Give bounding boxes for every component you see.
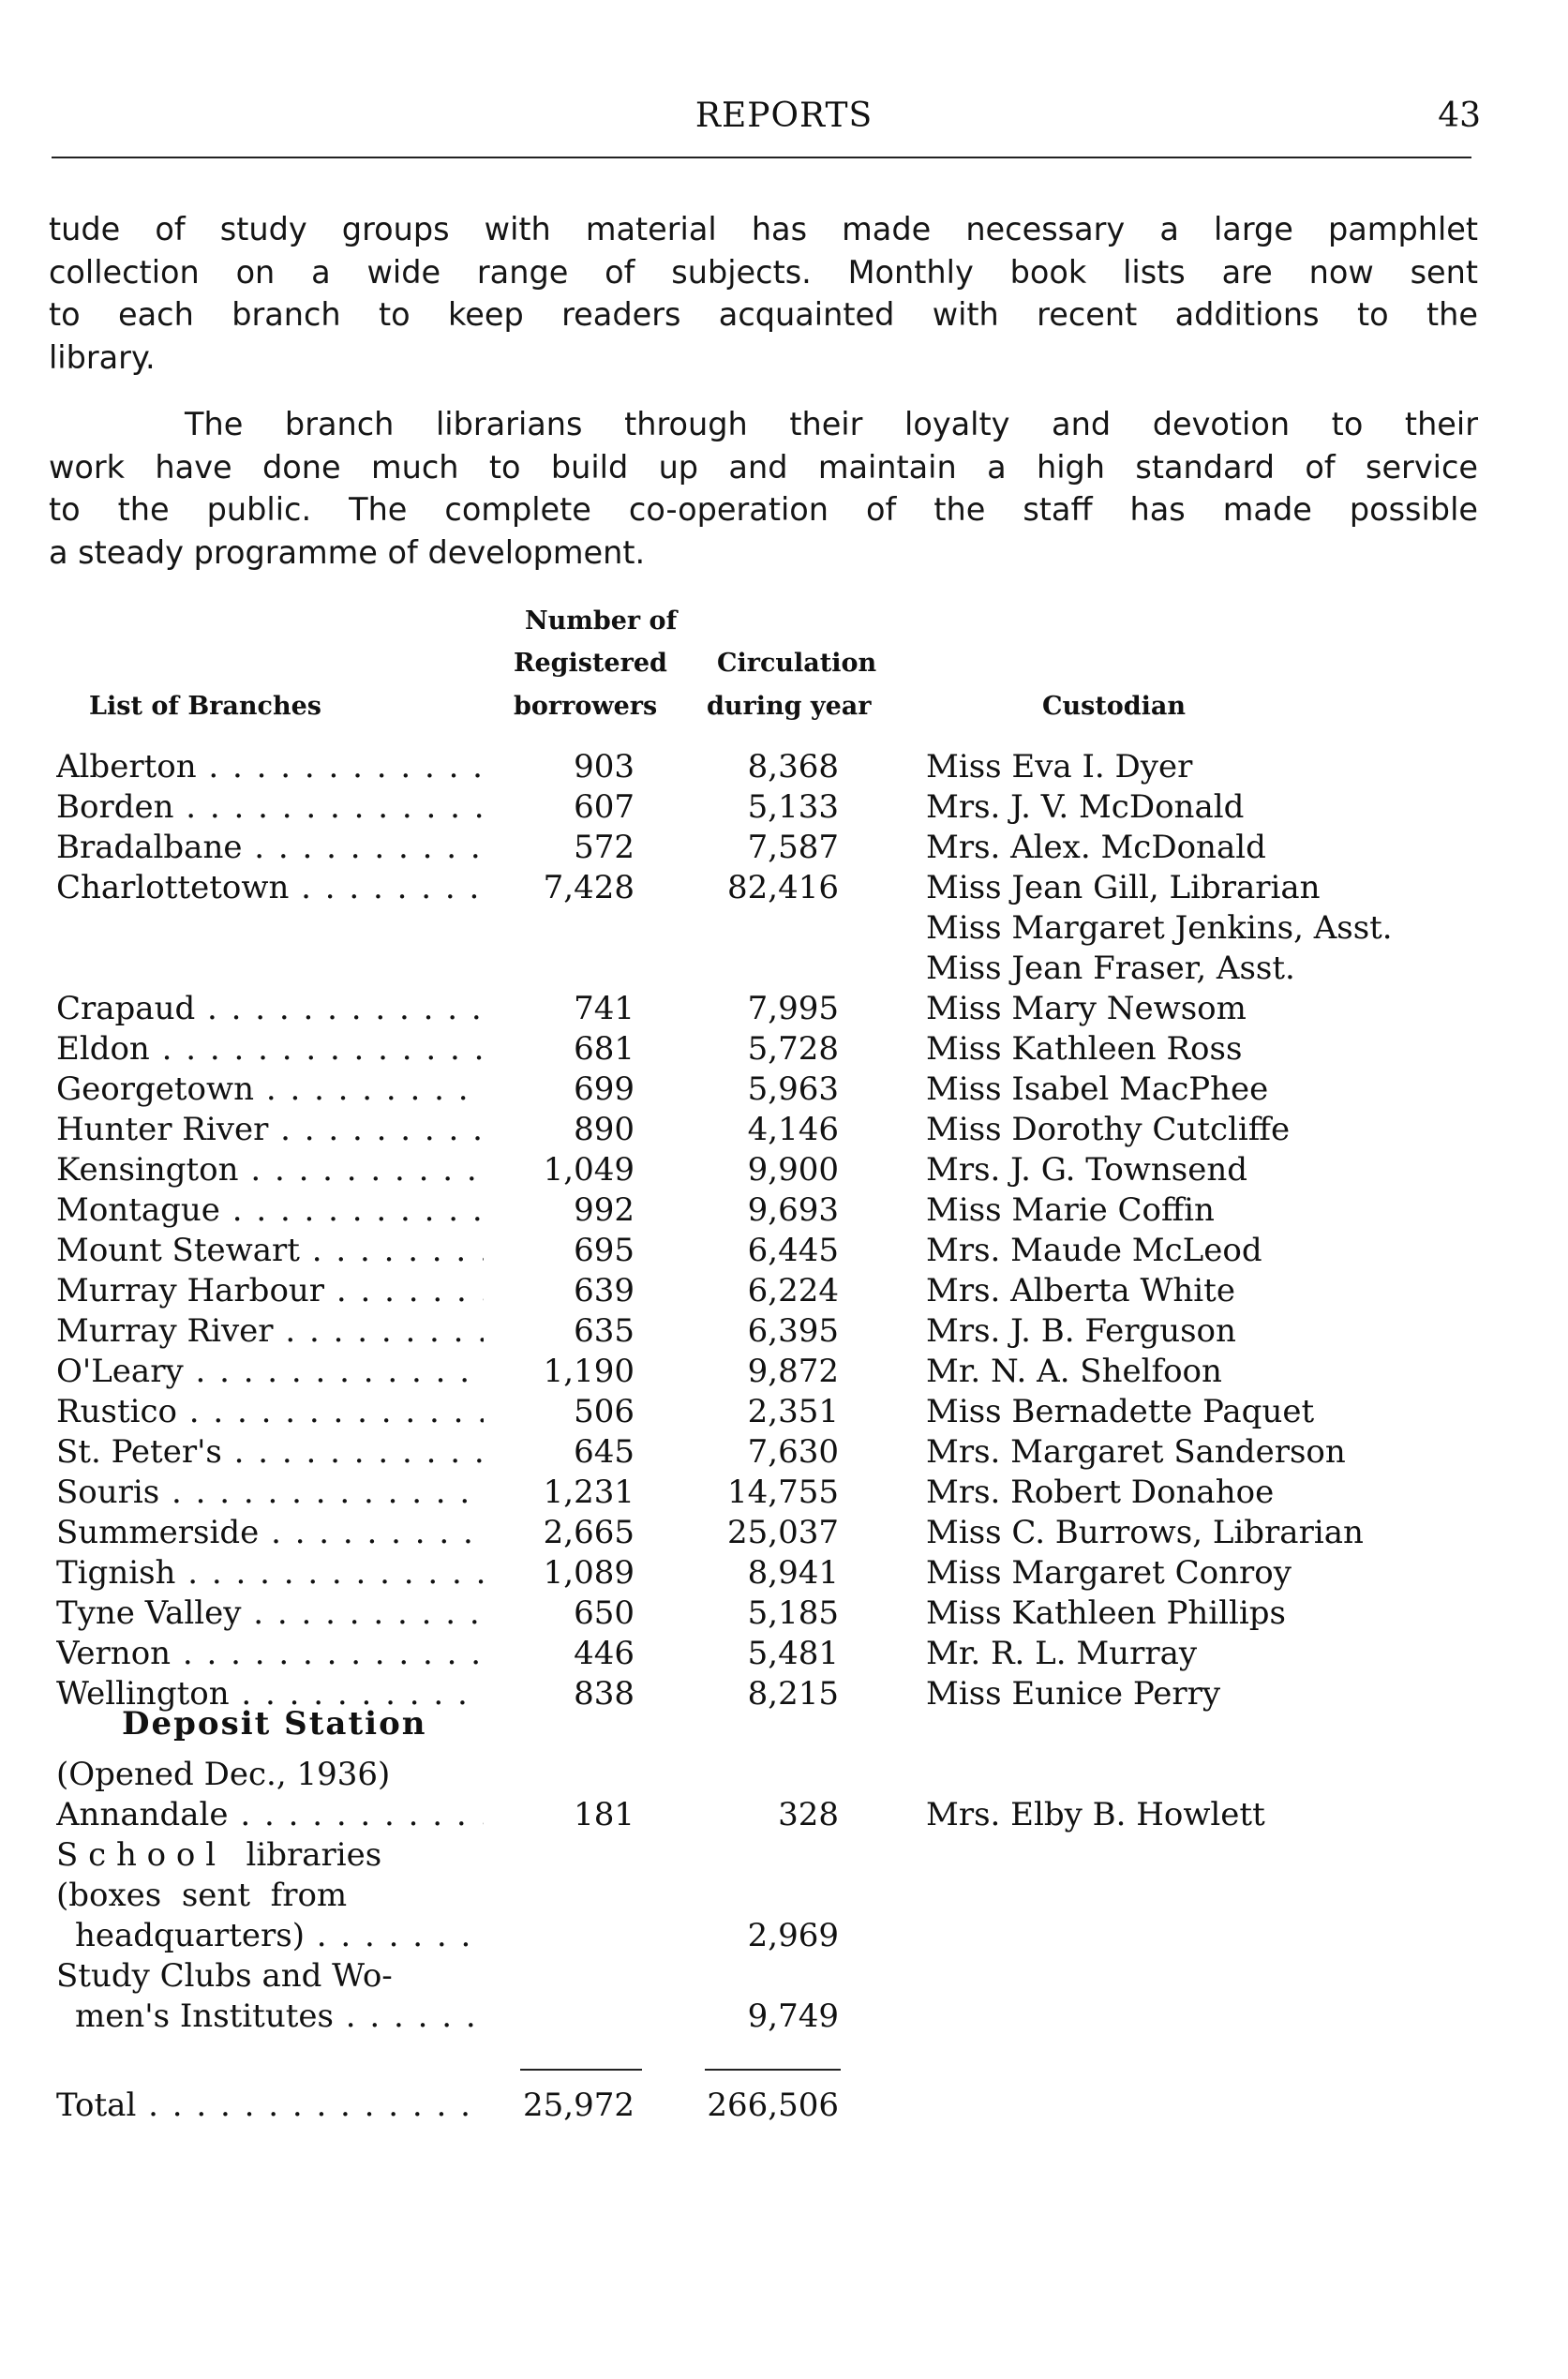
branch-name: Kensington . . .	[56, 1150, 484, 1190]
table-row	[0, 828, 1568, 868]
circulation-value: 8,941	[747, 1554, 839, 1592]
school-libraries-label: S c h o o l libraries	[56, 1836, 382, 1874]
borrowers-value: 181	[574, 1796, 635, 1833]
branch-name: Summerside . . .	[56, 1513, 484, 1553]
custodian-name: Miss Mary Newsom	[926, 990, 1247, 1027]
branch-name: Charlottetown . . .	[56, 868, 484, 908]
borrowers-value: 2,665	[543, 1514, 635, 1551]
borrowers-value: 446	[574, 1635, 635, 1672]
circulation-value: 328	[778, 1796, 839, 1833]
custodian-name: Miss Isabel MacPhee	[926, 1070, 1269, 1108]
header-borrowers-line2: Registered	[514, 649, 667, 678]
custodian-name: Miss Eva I. Dyer	[926, 748, 1193, 786]
circulation-value: 6,395	[747, 1312, 839, 1350]
custodian-name: Mr. N. A. Shelfoon	[926, 1353, 1222, 1390]
borrowers-value: 699	[574, 1070, 635, 1108]
table-row	[0, 1432, 1568, 1473]
paragraph-1	[49, 208, 1478, 379]
total-row	[0, 2086, 1568, 2126]
borrowers-value: 741	[574, 990, 635, 1027]
table-row	[0, 747, 1568, 787]
branch-name: Tyne Valley . . .	[56, 1593, 484, 1634]
table-row	[0, 908, 1568, 949]
total-label: Total . . .	[56, 2086, 484, 2126]
sum-rule-borrowers	[520, 2069, 642, 2071]
table-row	[0, 1231, 1568, 1271]
table-row	[0, 1473, 1568, 1513]
branch-name: Borden . . .	[56, 787, 484, 828]
circulation-value: 9,900	[747, 1151, 839, 1189]
borrowers-value: 639	[574, 1272, 635, 1309]
custodian-name: Mrs. Margaret Sanderson	[926, 1433, 1346, 1471]
text-line: to each branch to keep readers acquainted with recent additions to the	[49, 296, 1478, 333]
branch-name: St. Peter's . . .	[56, 1432, 484, 1473]
circulation-value: 6,224	[747, 1272, 839, 1309]
branch-name: Hunter River . . .	[56, 1110, 484, 1150]
borrowers-value: 992	[574, 1191, 635, 1229]
borrowers-value: 607	[574, 788, 635, 826]
custodian-name: Mrs. Elby B. Howlett	[926, 1796, 1265, 1833]
branch-name: Tignish . . .	[56, 1553, 484, 1593]
table-row	[0, 1271, 1568, 1311]
borrowers-value: 695	[574, 1232, 635, 1269]
header-custodian: Custodian	[1042, 692, 1187, 721]
table-row	[0, 1029, 1568, 1070]
branch-name: Eldon . . .	[56, 1029, 484, 1070]
branch-name: Souris . . .	[56, 1473, 484, 1513]
custodian-name: Mrs. J. V. McDonald	[926, 788, 1245, 826]
circulation-value: 5,481	[747, 1635, 839, 1672]
branch-name: Montague . . .	[56, 1190, 484, 1231]
custodian-name: Miss C. Burrows, Librarian	[926, 1514, 1364, 1551]
study-clubs-label: Study Clubs and Wo-	[56, 1957, 393, 1995]
table-row	[0, 1311, 1568, 1352]
borrowers-value: 838	[574, 1675, 635, 1713]
table-row	[0, 989, 1568, 1029]
study-clubs-label: men's Institutes . . .	[75, 1997, 484, 2037]
table-row	[0, 1835, 1568, 1876]
header-borrowers-line3: borrowers	[514, 692, 658, 721]
table-row	[0, 1956, 1568, 1997]
text-line: a steady programme of development.	[49, 533, 646, 571]
branch-name: Murray Harbour . . .	[56, 1271, 484, 1311]
deposit-station-heading: Deposit Station	[122, 1705, 427, 1743]
circulation-value: 9,693	[747, 1191, 839, 1229]
circulation-value: 25,037	[727, 1514, 839, 1551]
table-row	[0, 1916, 1568, 1956]
branch-name: Wellington . . .	[56, 1674, 484, 1714]
text-line: The branch librarians through their loyalty and devotion to their	[185, 406, 1478, 442]
circulation-value: 82,416	[727, 869, 839, 906]
branch-name: Murray River . . .	[56, 1311, 484, 1352]
header-circulation-line2: during year	[707, 692, 872, 721]
custodian-name: Mrs. J. B. Ferguson	[926, 1312, 1236, 1350]
circulation-value: 8,368	[747, 748, 839, 786]
borrowers-value: 1,190	[543, 1353, 635, 1390]
text-line: tude of study groups with material has made necessary a large pamphlet	[49, 211, 1478, 247]
borrowers-value: 572	[574, 829, 635, 866]
text-line: to the public. The complete co-operation of the staff has made possible	[49, 491, 1478, 528]
table-row	[0, 1190, 1568, 1231]
table-row	[0, 1634, 1568, 1674]
header-circulation-line1: Circulation	[717, 649, 877, 678]
paragraph-2	[49, 403, 1478, 574]
circulation-value: 4,146	[747, 1111, 839, 1148]
total-borrowers: 25,972	[523, 2087, 635, 2124]
custodian-name: Miss Eunice Perry	[926, 1675, 1221, 1713]
table-row	[0, 1392, 1568, 1432]
branch-name: Vernon . . .	[56, 1634, 484, 1674]
custodian-name: Mrs. Alex. McDonald	[926, 829, 1266, 866]
branch-name: Alberton . . .	[56, 747, 484, 787]
borrowers-value: 681	[574, 1030, 635, 1068]
header-branches: List of Branches	[89, 692, 321, 721]
table-row	[0, 1110, 1568, 1150]
table-row	[0, 1593, 1568, 1634]
circulation-value: 9,749	[747, 1997, 839, 2035]
circulation-value: 9,872	[747, 1353, 839, 1390]
borrowers-value: 635	[574, 1312, 635, 1350]
school-libraries-label: (boxes sent from	[56, 1877, 348, 1914]
custodian-name: Miss Margaret Jenkins, Asst.	[926, 909, 1393, 947]
custodian-name: Mrs. Alberta White	[926, 1272, 1235, 1309]
custodian-name: Miss Marie Coffin	[926, 1191, 1215, 1229]
table-row	[0, 1070, 1568, 1110]
circulation-value: 2,969	[747, 1917, 839, 1954]
borrowers-value: 890	[574, 1111, 635, 1148]
text-line: collection on a wide range of subjects. Monthly book lists are now sent	[49, 253, 1478, 291]
branch-name: Annandale . . .	[56, 1795, 484, 1835]
branch-name: Georgetown . . .	[56, 1070, 484, 1110]
total-circulation: 266,506	[707, 2087, 839, 2124]
custodian-name: Miss Margaret Conroy	[926, 1554, 1292, 1592]
circulation-value: 5,133	[747, 788, 839, 826]
custodian-name: Mrs. Maude McLeod	[926, 1232, 1262, 1269]
table-row	[0, 1513, 1568, 1553]
borrowers-value: 1,231	[543, 1474, 635, 1511]
custodian-name: Mrs. J. G. Townsend	[926, 1151, 1248, 1189]
table-row	[0, 787, 1568, 828]
circulation-value: 14,755	[727, 1474, 839, 1511]
deposit-opened-note: (Opened Dec., 1936)	[56, 1756, 391, 1793]
borrowers-value: 1,049	[543, 1151, 635, 1189]
circulation-value: 8,215	[747, 1675, 839, 1713]
branch-name: Rustico . . .	[56, 1392, 484, 1432]
table-row	[0, 1795, 1568, 1835]
header-borrowers-line1: Number of	[525, 606, 678, 636]
circulation-value: 6,445	[747, 1232, 839, 1269]
branch-name: Mount Stewart . . .	[56, 1231, 484, 1271]
circulation-value: 5,963	[747, 1070, 839, 1108]
circulation-value: 2,351	[747, 1393, 839, 1430]
borrowers-value: 506	[574, 1393, 635, 1430]
page-number: 43	[1438, 97, 1481, 135]
borrowers-value: 645	[574, 1433, 635, 1471]
circulation-value: 7,630	[747, 1433, 839, 1471]
circulation-value: 5,185	[747, 1594, 839, 1632]
branch-name: Bradalbane . . .	[56, 828, 484, 868]
custodian-name: Miss Jean Fraser, Asst.	[926, 950, 1295, 987]
branch-name: O'Leary . . .	[56, 1352, 484, 1392]
custodian-name: Miss Bernadette Paquet	[926, 1393, 1315, 1430]
table-row	[0, 868, 1568, 908]
text-line: work have done much to build up and maintain a high standard of service	[49, 448, 1478, 486]
custodian-name: Miss Kathleen Ross	[926, 1030, 1243, 1068]
table-row	[0, 1150, 1568, 1190]
table-row	[0, 949, 1568, 989]
circulation-value: 7,995	[747, 990, 839, 1027]
branch-name: Crapaud . . .	[56, 989, 484, 1029]
borrowers-value: 903	[574, 748, 635, 786]
sum-rule-circulation	[705, 2069, 841, 2071]
borrowers-value: 1,089	[543, 1554, 635, 1592]
custodian-name: Mr. R. L. Murray	[926, 1635, 1198, 1672]
table-row	[0, 1876, 1568, 1916]
school-libraries-label: headquarters) . . .	[75, 1916, 484, 1956]
custodian-name: Mrs. Robert Donahoe	[926, 1474, 1275, 1511]
table-row	[0, 1997, 1568, 2037]
circulation-value: 7,587	[747, 829, 839, 866]
borrowers-value: 7,428	[543, 869, 635, 906]
circulation-value: 5,728	[747, 1030, 839, 1068]
table-row	[0, 1553, 1568, 1593]
text-line: library.	[49, 338, 156, 376]
running-header: REPORTS	[694, 97, 874, 135]
table-row	[0, 1352, 1568, 1392]
table-row	[0, 1755, 1568, 1795]
custodian-name: Miss Dorothy Cutcliffe	[926, 1111, 1291, 1148]
custodian-name: Miss Jean Gill, Librarian	[926, 869, 1321, 906]
header-rule	[52, 157, 1471, 158]
borrowers-value: 650	[574, 1594, 635, 1632]
custodian-name: Miss Kathleen Phillips	[926, 1594, 1286, 1632]
